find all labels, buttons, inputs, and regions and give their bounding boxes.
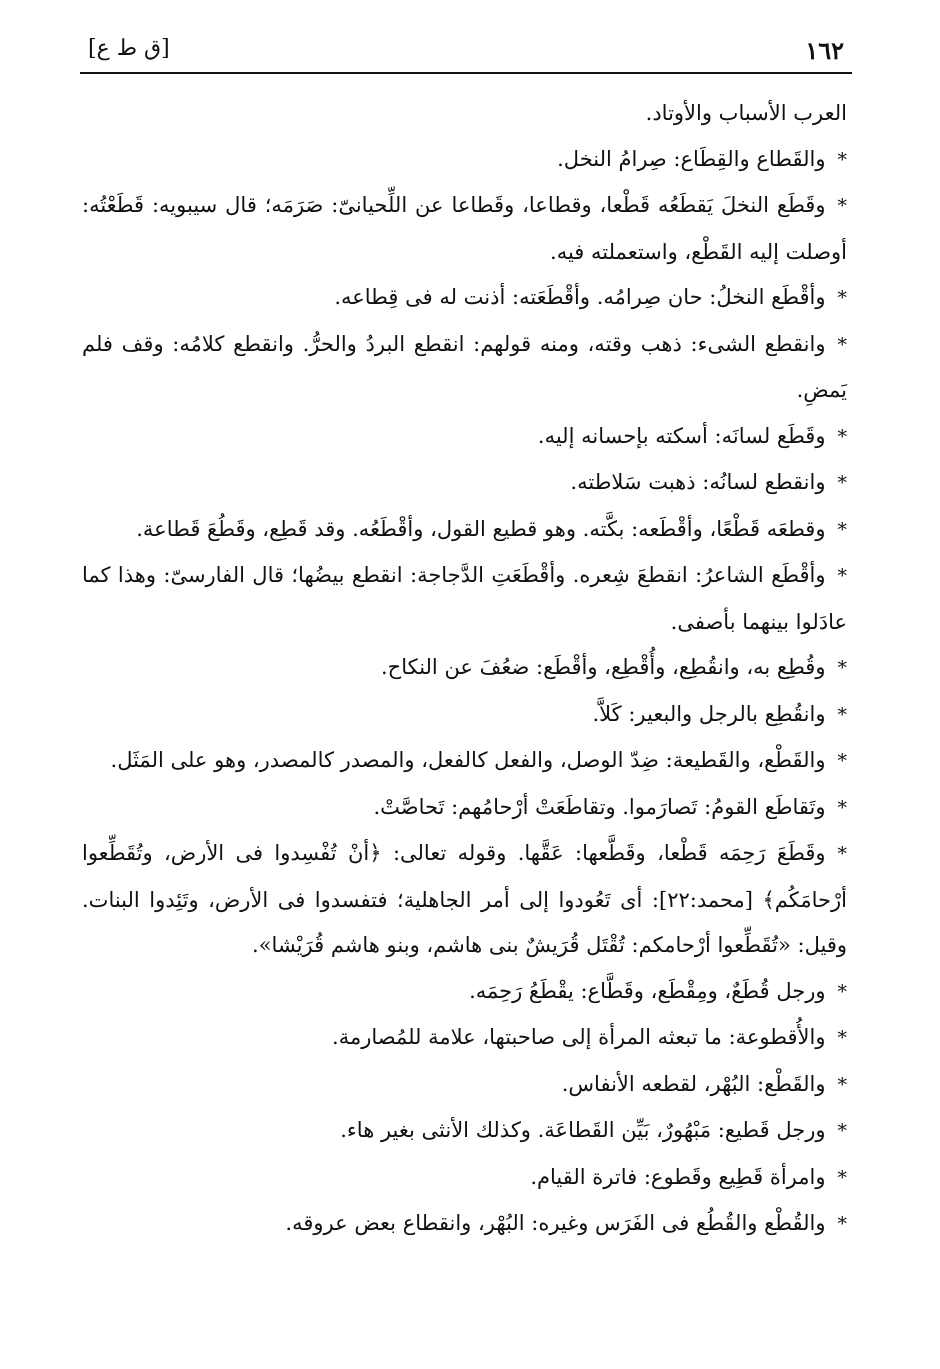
- asterisk-marker: *: [837, 148, 847, 171]
- entry: [82, 692, 847, 739]
- entry: [82, 137, 847, 184]
- entry: [82, 553, 847, 645]
- entry-text: وقَطَع النخلَ يَقطَعُه قَطْعا، وقطاعا، وقَطاعا عن اللِّحيانىّ: صَرَمَه؛ قال سيبويه: قَطَعْتُه: أوصلت إليه القَطْع، واستعملته فيه.: [82, 193, 847, 264]
- entry: [82, 738, 847, 785]
- entry-text: والقُطْع والقُطُع فى الفَرَس وغيره: البُهْر، وانقطاع بعض عروقه.: [285, 1211, 826, 1235]
- running-head-root: [ق ط ع]: [88, 36, 170, 61]
- entry: [82, 1062, 847, 1109]
- entry-text: والأُقطوعة: ما تبعثه المرأة إلى صاحبتها، علامة للمُصارمة.: [332, 1025, 826, 1049]
- asterisk-marker: *: [837, 1166, 847, 1189]
- entry-text: ورجل قَطيع: مَبْهُورٌ، بَيِّن القَطاعَة. وكذلك الأنثى بغير هاء.: [340, 1118, 826, 1142]
- entry-continuation: [82, 91, 847, 137]
- asterisk-marker: *: [837, 425, 847, 448]
- entry-text: وانقطع لسانُه: ذهبت سَلاطته.: [570, 470, 826, 494]
- entry: [82, 785, 847, 832]
- entry-text: وأقْطَع الشاعرُ: انقطعَ شِعره. وأقْطَعَتِ الدَّجاجة: انقطع بيضُها؛ قال الفارسىّ: وهذا كما عادَلوا بينهما بأصفى.: [82, 563, 847, 634]
- entry-text: العرب الأسباب والأوتاد.: [645, 101, 847, 125]
- asterisk-marker: *: [837, 195, 847, 217]
- asterisk-marker: *: [837, 518, 847, 541]
- entry: [82, 1015, 847, 1062]
- entry: [82, 831, 847, 969]
- asterisk-marker: *: [837, 843, 847, 865]
- asterisk-marker: *: [837, 1213, 847, 1235]
- entry-text: وقُطِع به، وانقُطِع، وأُقْطِع، وأقْطَع: ضعُفَ عن النكاح.: [380, 655, 826, 679]
- asterisk-marker: *: [837, 1120, 847, 1142]
- entry: [82, 969, 847, 1016]
- entry: [82, 414, 847, 461]
- entry-text: وانقُطِع بالرجل والبعير: كَلاَّ.: [592, 701, 826, 726]
- page-number: ١٦٢: [805, 36, 844, 65]
- asterisk-marker: *: [837, 980, 847, 1003]
- asterisk-marker: *: [837, 750, 847, 772]
- entry-text: وامرأة قَطِيع وقَطوع: فاترة القيام.: [530, 1164, 826, 1189]
- entry: [82, 275, 847, 322]
- entry-text: وقطعَه قَطْعًا، وأقْطَعه: بكَّته. وهو قطيع القول، وأقْطَعُه. وقد قَطِع، وقَطُعَ قَطاعة.: [136, 516, 826, 541]
- entry: [82, 322, 847, 414]
- entry: [82, 460, 847, 507]
- entry-text: وقَطَعَ رَحِمَه قَطْعا، وقَطَّعها: عَقَّها. وقوله تعالى: ﴿أنْ تُفْسِدوا فى الأرض، وتُقَطِّعوا أرْحامَكُم﴾ [محمد:٢٢]: أى تَعُودوا إلى أمر الجاهلية؛ فتفسدوا فى الأرض، وتَئِدوا البنات. وقيل: «تُقَطِّعوا أرْحامكم: تُقْتَل قُرَيشٌ بنى هاشم، وبنو هاشم قُرَيْشا».: [82, 841, 847, 957]
- entry: [82, 507, 847, 554]
- entry-text: ورجل قُطَعٌ، ومِقْطَع، وقَطَّاع: يقْطَعُ رَحِمَه.: [469, 978, 826, 1003]
- asterisk-marker: *: [837, 287, 847, 309]
- entry-text: والقَطْع: البُهْر، لقطعه الأنفاس.: [561, 1071, 826, 1096]
- entry-text: وانقطع الشىء: ذهب وقته، ومنه قولهم: انقطع البردُ والحرُّ. وانقطع كلامُه: وقف فلم يَمضِ.: [82, 331, 847, 402]
- entry: [82, 645, 847, 692]
- entry-text: وقَطَع لسانَه: أسكته بإحسانه إليه.: [537, 423, 826, 448]
- entry-text: والقَطْع، والقَطيعة: ضِدّ الوصل، والفعل كالفعل، والمصدر كالمصدر، وهو على المَثَل.: [110, 748, 826, 772]
- asterisk-marker: *: [837, 472, 847, 494]
- page-header: [80, 28, 852, 72]
- dictionary-body: [82, 91, 847, 1248]
- header-rule: [80, 72, 852, 74]
- entry-text: وأقْطَع النخلُ: حان صِرامُه. وأقْطَعَته: أذنت له فى قِطاعه.: [334, 285, 826, 309]
- entry: [82, 1155, 847, 1202]
- asterisk-marker: *: [837, 1027, 847, 1049]
- entry-text: والقَطاع والقِطَاع: صِرامُ النخل.: [557, 146, 826, 171]
- entry: [82, 1201, 847, 1248]
- asterisk-marker: *: [837, 565, 847, 587]
- asterisk-marker: *: [837, 703, 847, 726]
- asterisk-marker: *: [837, 1073, 847, 1096]
- entry: [82, 1108, 847, 1155]
- asterisk-marker: *: [837, 657, 847, 679]
- asterisk-marker: *: [837, 333, 847, 356]
- asterisk-marker: *: [837, 796, 847, 819]
- entry-text: وتَقاطَع القومُ: تَصارَموا. وتقاطَعَتْ أرْحامُهم: تَحاصَّتْ.: [373, 794, 826, 819]
- entry: [82, 183, 847, 275]
